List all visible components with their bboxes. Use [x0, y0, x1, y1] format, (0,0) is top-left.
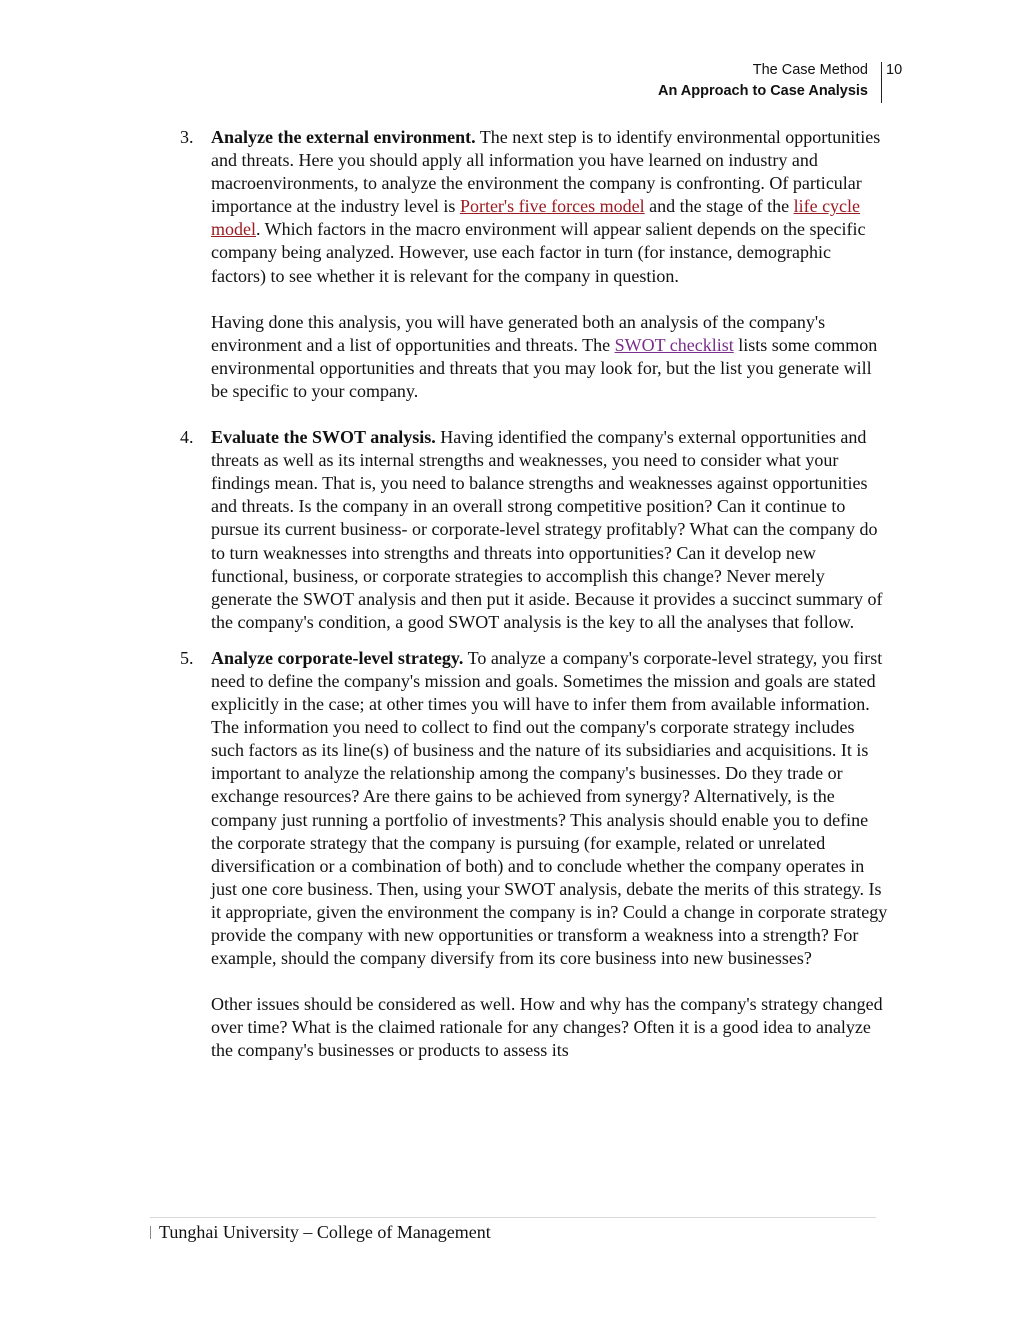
- paragraph: Other issues should be considered as well. How and why has the company's strategy changed over time? What is the claimed rationale for any changes? Often it is a good idea to analyze the company's businesses or products to assess its: [211, 994, 883, 1061]
- paragraph-text: and the stage of the: [644, 196, 794, 217]
- list-item-5: [176, 647, 888, 1063]
- paragraph: [211, 311, 888, 403]
- header-divider: [881, 62, 882, 103]
- footer-bar: [150, 1226, 151, 1239]
- paragraph-text: lists some common environmental opportunities and threats that you may look for, but the list you generate will be specific to your company.: [211, 334, 878, 401]
- paragraph: [211, 426, 888, 634]
- paragraph: [211, 126, 888, 288]
- item-number: 4.: [180, 427, 194, 448]
- paragraph: [211, 647, 888, 970]
- list-item-3: [176, 126, 888, 403]
- paragraph-text: The next step is to identify environmental opportunities and threats. Here you should apply all information you have learned on industry and macroenvironments, to analyze the environment the company is confronting. Of particular importance at the industry level is: [211, 127, 881, 217]
- item-heading: Analyze corporate-level strategy.: [211, 647, 464, 668]
- paragraph-text: Having done this analysis, you will have generated both an analysis of the company's environment and a list of opportunities and threats. The: [211, 311, 826, 355]
- item-heading: Analyze the external environment.: [211, 127, 476, 147]
- item-heading: Evaluate the SWOT analysis.: [211, 427, 436, 448]
- porters-five-forces-link[interactable]: Porter's five forces model: [459, 196, 645, 217]
- list-item-4: [176, 426, 888, 634]
- page-number: 10: [886, 62, 903, 78]
- paragraph-text: Having identified the company's external opportunities and threats as well as its internal strengths and weaknesses, you need to consider what your findings mean. That is, you need to balance strengths and weaknesses against opportunities and threats. Is the company in an overall strong competitive position? Can it continue to pursue its current business- or corporate-level strategy profitably? What can the company do to turn weaknesses into strengths and threats into opportunities? Can it develop new functional, business, or corporate strategies to accomplish this change? Never merely generate the SWOT analysis and then put it aside. Because it provides a succinct summary of the company's condition, a good SWOT analysis is the key to all the analyses that follow.: [211, 427, 883, 632]
- life-cycle-model-link[interactable]: life cycle model: [211, 196, 861, 240]
- swot-checklist-link[interactable]: SWOT checklist: [614, 334, 734, 355]
- header-subtitle: An Approach to Case Analysis: [657, 83, 868, 99]
- footer-text: Tunghai University – College of Management: [159, 1222, 491, 1242]
- page-header: [560, 60, 910, 104]
- page-footer: [150, 1220, 491, 1244]
- item-number: 3.: [180, 127, 194, 147]
- item-number: 5.: [180, 647, 194, 668]
- footer-divider: [150, 1217, 876, 1218]
- paragraph-text: . Which factors in the macro environment will appear salient depends on the specific company being analyzed. However, use each factor in turn (for instance, demographic factors) to see whether it is relevant for the company in question.: [211, 219, 866, 286]
- header-title: The Case Method: [752, 62, 868, 78]
- header-text: [658, 60, 868, 102]
- document-body: [176, 126, 888, 1062]
- paragraph-text: To analyze a company's corporate-level strategy, you first need to define the company's mission and goals. Sometimes the mission and goals are stated explicitly in the case; at other times you will have to infer them from available information. The information you need to collect to find out the company's corporate strategy includes such factors as its line(s) of business and the nature of its subsidiaries and acquisitions. It is important to analyze the relationship among the company's businesses. Do they trade or exchange resources? Are there gains to be achieved from synergy? Alternatively, is the company just running a portfolio of investments? This analysis should enable you to define the corporate strategy that the company is pursuing (for example, related or unrelated diversification or a combination of both) and to conclude whether the company operates in just one core business. Then, using your SWOT analysis, debate the merits of this strategy. Is it appropriate, given the environment the company is in? Could a change in corporate strategy provide the company with new opportunities or transform a weakness into a strength? For example, should the company diversify from its core business into new businesses?: [211, 647, 888, 969]
